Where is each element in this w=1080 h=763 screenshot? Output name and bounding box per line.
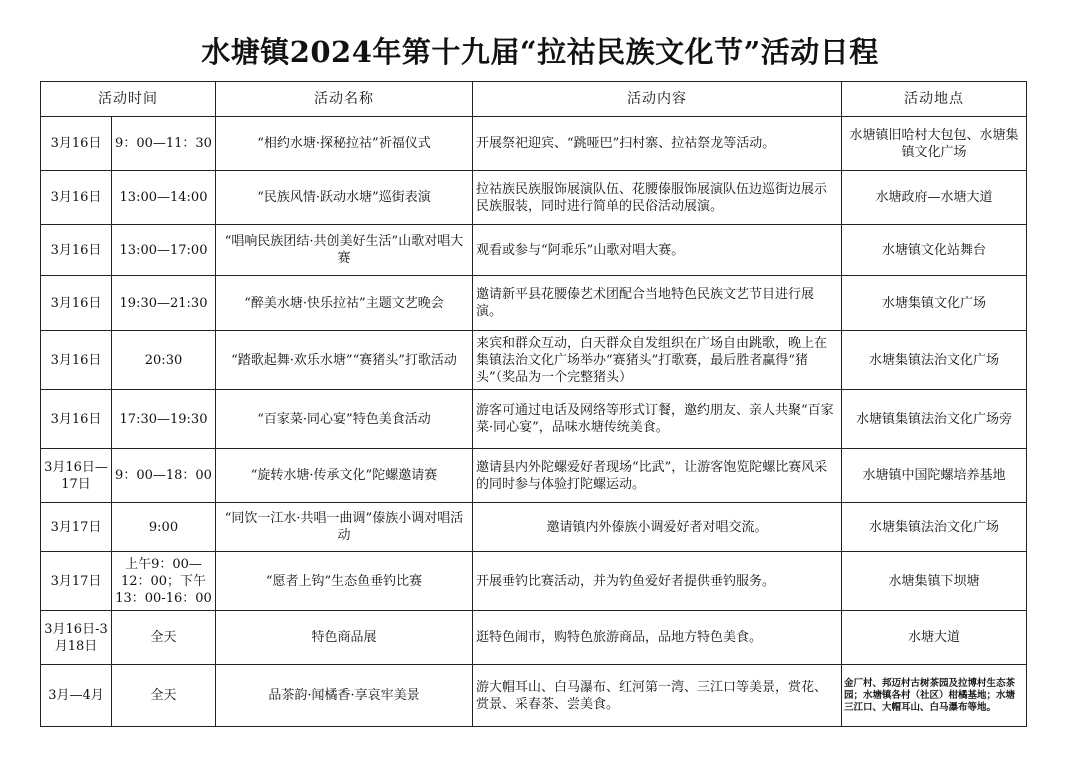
cell-name: “相约水塘·探秘拉祜”祈福仪式 xyxy=(216,117,473,171)
cell-content: 邀请镇内外傣族小调爱好者对唱交流。 xyxy=(473,503,842,552)
cell-time: 19:30—21:30 xyxy=(112,276,216,331)
cell-content: 开展垂钓比赛活动，并为钓鱼爱好者提供垂钓服务。 xyxy=(473,552,842,611)
header-time: 活动时间 xyxy=(41,82,216,117)
cell-content: 开展祭祀迎宾、“跳哑巴”扫村寨、拉祜祭龙等活动。 xyxy=(473,117,842,171)
table-row xyxy=(41,449,1027,503)
cell-time: 全天 xyxy=(112,665,216,727)
page-title: 水塘镇2024年第十九届“拉祜民族文化节”活动日程 xyxy=(201,35,879,69)
cell-location: 水塘镇旧哈村大包包、水塘集镇文化广场 xyxy=(842,117,1027,171)
cell-location: 水塘集镇法治文化广场 xyxy=(842,503,1027,552)
header-name: 活动名称 xyxy=(216,82,473,117)
table-row xyxy=(41,117,1027,171)
cell-date: 3月16日 xyxy=(41,331,112,390)
cell-time: 9：00—11：30 xyxy=(112,117,216,171)
cell-date: 3月16日—17日 xyxy=(41,449,112,503)
cell-location: 水塘大道 xyxy=(842,611,1027,665)
cell-name: “旋转水塘·传承文化”陀螺邀请赛 xyxy=(216,449,473,503)
cell-content: 逛特色闹市，购特色旅游商品，品地方特色美食。 xyxy=(473,611,842,665)
cell-content: 邀请县内外陀螺爱好者现场“比武”，让游客饱览陀螺比赛风采的同时参与体验打陀螺运动。 xyxy=(473,449,842,503)
cell-name: “同饮一江水·共唱一曲调”傣族小调对唱活动 xyxy=(216,503,473,552)
cell-content: 拉祜族民族服饰展演队伍、花腰傣服饰展演队伍边巡街边展示民族服装，同时进行简单的民俗活动展演。 xyxy=(473,171,842,225)
table-row xyxy=(41,331,1027,390)
cell-time: 9:00 xyxy=(112,503,216,552)
table-row xyxy=(41,665,1027,727)
cell-name: “醉美水塘·快乐拉祜”主题文艺晚会 xyxy=(216,276,473,331)
cell-time: 上午9：00—12：00；下午13：00-16：00 xyxy=(112,552,216,611)
cell-content: 观看或参与“阿乖乐”山歌对唱大赛。 xyxy=(473,225,842,276)
cell-time: 13:00—17:00 xyxy=(112,225,216,276)
table-row xyxy=(41,390,1027,449)
header-location: 活动地点 xyxy=(842,82,1027,117)
table-row xyxy=(41,611,1027,665)
table-row xyxy=(41,552,1027,611)
table-row xyxy=(41,276,1027,331)
cell-name: “唱响民族团结·共创美好生活”山歌对唱大赛 xyxy=(216,225,473,276)
cell-location: 水塘集镇下坝塘 xyxy=(842,552,1027,611)
cell-name: “民族风情·跃动水塘”巡街表演 xyxy=(216,171,473,225)
cell-location: 水塘政府—水塘大道 xyxy=(842,171,1027,225)
cell-content: 来宾和群众互动，白天群众自发组织在广场自由跳歌，晚上在集镇法治文化广场举办“赛猪头”打歌赛，最后胜者赢得“猪头”（奖品为一个完整猪头） xyxy=(473,331,842,390)
cell-content: 邀请新平县花腰傣艺术团配合当地特色民族文艺节目进行展演。 xyxy=(473,276,842,331)
cell-name: “愿者上钩”生态鱼垂钓比赛 xyxy=(216,552,473,611)
cell-location: 水塘镇中国陀螺培养基地 xyxy=(842,449,1027,503)
table-row xyxy=(41,503,1027,552)
header-row xyxy=(41,82,1027,117)
cell-date: 3月17日 xyxy=(41,552,112,611)
cell-date: 3月—4月 xyxy=(41,665,112,727)
cell-content: 游大帽耳山、白马瀑布、红河第一湾、三江口等美景，赏花、赏景、采春茶、尝美食。 xyxy=(473,665,842,727)
cell-name: “踏歌起舞·欢乐水塘”“赛猪头”打歌活动 xyxy=(216,331,473,390)
cell-time: 17:30—19:30 xyxy=(112,390,216,449)
cell-location: 水塘镇文化站舞台 xyxy=(842,225,1027,276)
cell-name: 品茶韵·闻橘香·享哀牢美景 xyxy=(216,665,473,727)
cell-date: 3月16日-3月18日 xyxy=(41,611,112,665)
cell-name: “百家菜·同心宴”特色美食活动 xyxy=(216,390,473,449)
table-row xyxy=(41,171,1027,225)
cell-date: 3月16日 xyxy=(41,171,112,225)
table-row xyxy=(41,225,1027,276)
cell-date: 3月16日 xyxy=(41,276,112,331)
cell-time: 全天 xyxy=(112,611,216,665)
cell-date: 3月16日 xyxy=(41,390,112,449)
cell-content: 游客可通过电话及网络等形式订餐，邀约朋友、亲人共聚“百家菜·同心宴”，品味水塘传统美食。 xyxy=(473,390,842,449)
cell-location: 水塘镇集镇法治文化广场旁 xyxy=(842,390,1027,449)
cell-time: 9：00—18：00 xyxy=(112,449,216,503)
schedule-table xyxy=(40,81,1027,727)
cell-location: 水塘集镇文化广场 xyxy=(842,276,1027,331)
cell-time: 13:00—14:00 xyxy=(112,171,216,225)
cell-date: 3月17日 xyxy=(41,503,112,552)
cell-name: 特色商品展 xyxy=(216,611,473,665)
header-content: 活动内容 xyxy=(473,82,842,117)
cell-location: 金厂村、邦迈村古树茶园及拉博村生态茶园；水塘镇各村（社区）柑橘基地；水塘三江口、大帽耳山、白马瀑布等地。 xyxy=(842,665,1027,727)
cell-time: 20:30 xyxy=(112,331,216,390)
cell-date: 3月16日 xyxy=(41,117,112,171)
cell-location: 水塘集镇法治文化广场 xyxy=(842,331,1027,390)
cell-date: 3月16日 xyxy=(41,225,112,276)
